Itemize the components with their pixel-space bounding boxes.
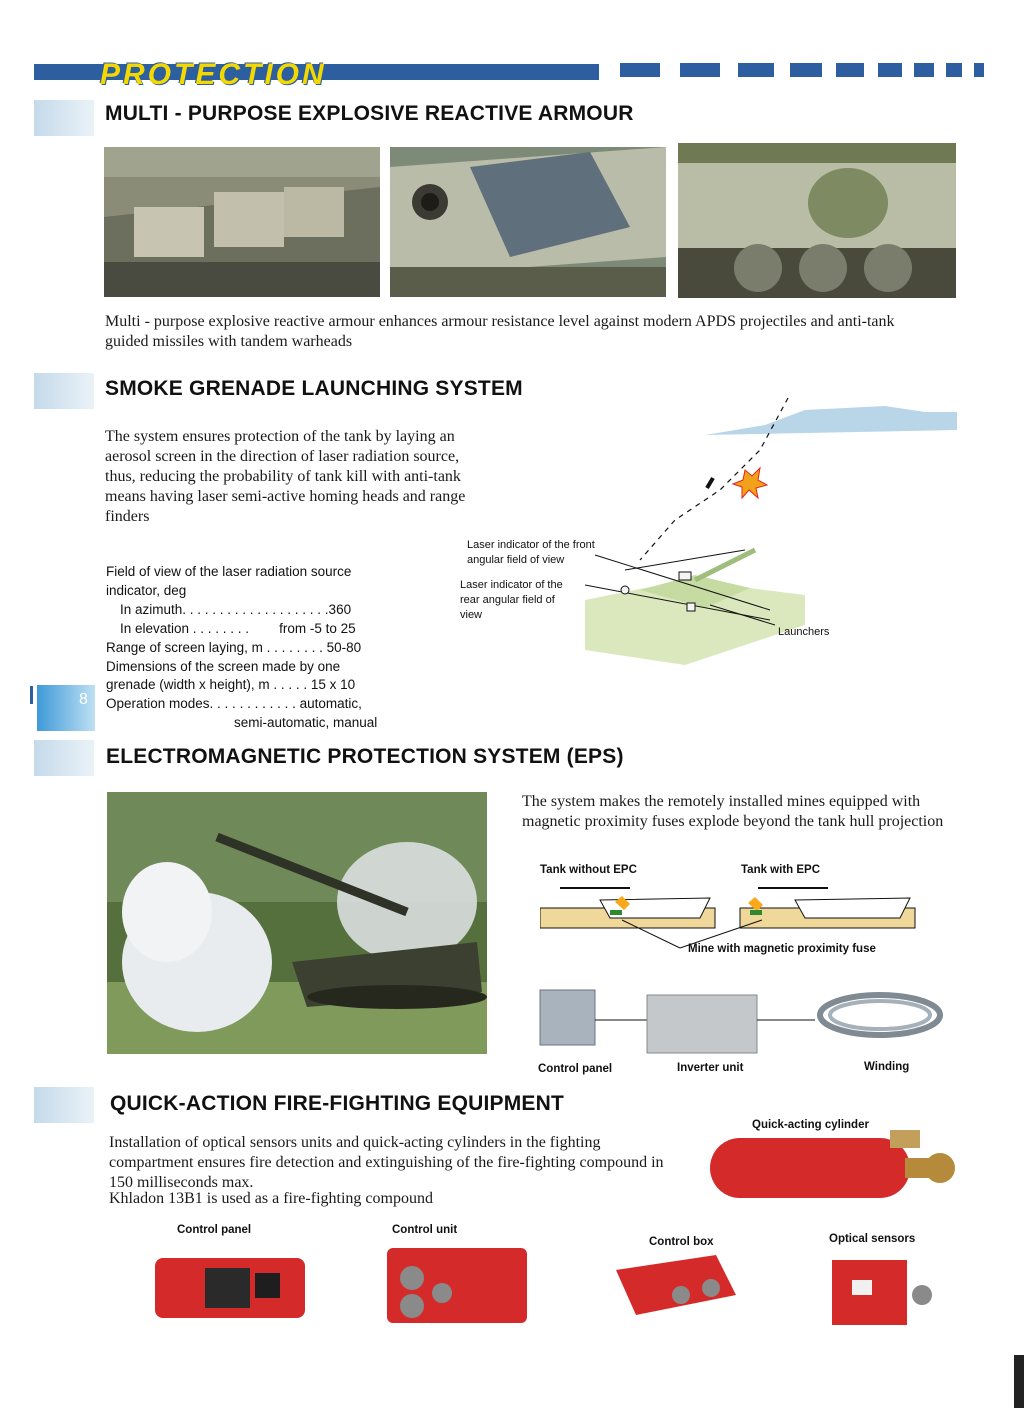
eps-components bbox=[535, 985, 955, 1060]
page-number: 8 bbox=[37, 685, 95, 731]
smoke-diagram bbox=[545, 390, 960, 700]
spec-dimensions-2: grenade (width x height), m . . . . . 15 x 10 bbox=[106, 677, 356, 692]
missile-icon bbox=[707, 478, 713, 488]
header-dash bbox=[878, 63, 902, 77]
section-banner: PROTECTION bbox=[100, 58, 327, 91]
header-dash bbox=[620, 63, 660, 77]
eps-photo bbox=[107, 792, 487, 1054]
spec-fov-label: Field of view of the laser radiation source indicator, deg bbox=[106, 564, 352, 598]
section-title-fire: QUICK-ACTION FIRE-FIGHTING EQUIPMENT bbox=[110, 1092, 565, 1115]
fire-control-box-image bbox=[596, 1250, 746, 1330]
era-photo-3 bbox=[678, 143, 956, 298]
era-photo-1 bbox=[104, 147, 380, 297]
fire-control-panel-image bbox=[150, 1248, 310, 1328]
spec-dimensions-1: Dimensions of the screen made by one bbox=[106, 659, 341, 674]
mine-right bbox=[750, 910, 762, 915]
optical-sensor-image bbox=[822, 1250, 942, 1335]
fov-line bbox=[625, 550, 745, 570]
tank-right bbox=[795, 898, 910, 918]
launcher-box bbox=[687, 603, 695, 611]
title-tab bbox=[34, 100, 94, 136]
laser-indicator-box bbox=[679, 572, 691, 580]
margin-mark bbox=[30, 686, 33, 704]
label-fire-control-box: Control box bbox=[649, 1236, 714, 1248]
section-title-smoke: SMOKE GRENADE LAUNCHING SYSTEM bbox=[105, 377, 523, 400]
header-dash bbox=[790, 63, 822, 77]
label-optical-sensors: Optical sensors bbox=[829, 1233, 916, 1245]
header-dash bbox=[914, 63, 934, 77]
spec-elevation: In elevation . . . . . . . . from -5 to 25 bbox=[120, 621, 356, 636]
header-dash bbox=[836, 63, 864, 77]
mine-left bbox=[610, 910, 622, 915]
label-winding: Winding bbox=[864, 1061, 910, 1073]
era-description: Multi - purpose explosive reactive armour enhances armour resistance level against modern APDS projectiles and anti-tank guided missiles with tandem warheads bbox=[105, 313, 895, 350]
header-dash bbox=[680, 63, 720, 77]
spec-modes-1: Operation modes. . . . . . . . . . . . automatic, bbox=[106, 696, 362, 711]
eps-description: The system makes the remotely installed mines equipped with magnetic proximity fuses explode beyond the tank hull projection bbox=[522, 793, 944, 830]
section-title-eps: ELECTROMAGNETIC PROTECTION SYSTEM (EPS) bbox=[106, 745, 624, 768]
spec-azimuth: In azimuth. . . . . . . . . . . . . . . . . . . .360 bbox=[120, 602, 352, 617]
era-photo-2 bbox=[390, 147, 666, 297]
smoke-description: The system ensures protection of the tank by laying an aerosol screen in the direction of laser radiation source, thus, reducing the probability of tank kill with anti-tank means having laser semi-active homing heads and range finders bbox=[105, 428, 466, 525]
label-front-indicator: Laser indicator of the front angular field of view bbox=[467, 539, 595, 566]
title-tab bbox=[34, 1087, 94, 1123]
label-fire-control-panel: Control panel bbox=[177, 1224, 252, 1236]
label-fire-control-unit: Control unit bbox=[392, 1224, 458, 1236]
cylinder-image bbox=[700, 1128, 960, 1208]
header-dash bbox=[946, 63, 962, 77]
label-rear-indicator: Laser indicator of the rear angular field of view bbox=[460, 579, 563, 621]
label-tank-with: Tank with EPC bbox=[741, 864, 821, 876]
label-eps-control-panel: Control panel bbox=[538, 1063, 613, 1075]
inverter-image bbox=[647, 995, 757, 1053]
header-dash bbox=[974, 63, 984, 77]
fire-description: Installation of optical sensors units and quick-acting cylinders in the fighting compartment ensures fire detection and extinguishing of the fire-fighting compound in 150 milliseconds max. bbox=[109, 1134, 664, 1191]
rear-indicator bbox=[621, 586, 629, 594]
header-dash bbox=[738, 63, 774, 77]
title-tab bbox=[34, 373, 94, 409]
control-panel-image bbox=[540, 990, 595, 1045]
title-tab bbox=[34, 740, 94, 776]
fire-description-2: Khladon 13B1 is used as a fire-fighting compound bbox=[109, 1190, 433, 1207]
page-edge bbox=[1014, 1355, 1024, 1408]
fire-control-unit-image bbox=[382, 1238, 532, 1333]
label-cylinder: Quick-acting cylinder bbox=[752, 1119, 869, 1131]
label-launchers: Launchers bbox=[778, 626, 830, 638]
label-tank-without: Tank without EPC bbox=[540, 864, 637, 876]
spec-modes-2: semi-automatic, manual bbox=[234, 715, 378, 730]
mountain-silhouette bbox=[705, 406, 957, 435]
label-inverter: Inverter unit bbox=[677, 1062, 744, 1074]
section-title-era: MULTI - PURPOSE EXPLOSIVE REACTIVE ARMOUR bbox=[105, 102, 634, 125]
spec-range: Range of screen laying, m . . . . . . . . 50-80 bbox=[106, 640, 362, 655]
label-mine: Mine with magnetic proximity fuse bbox=[688, 943, 876, 955]
tank-gun bbox=[695, 550, 755, 580]
